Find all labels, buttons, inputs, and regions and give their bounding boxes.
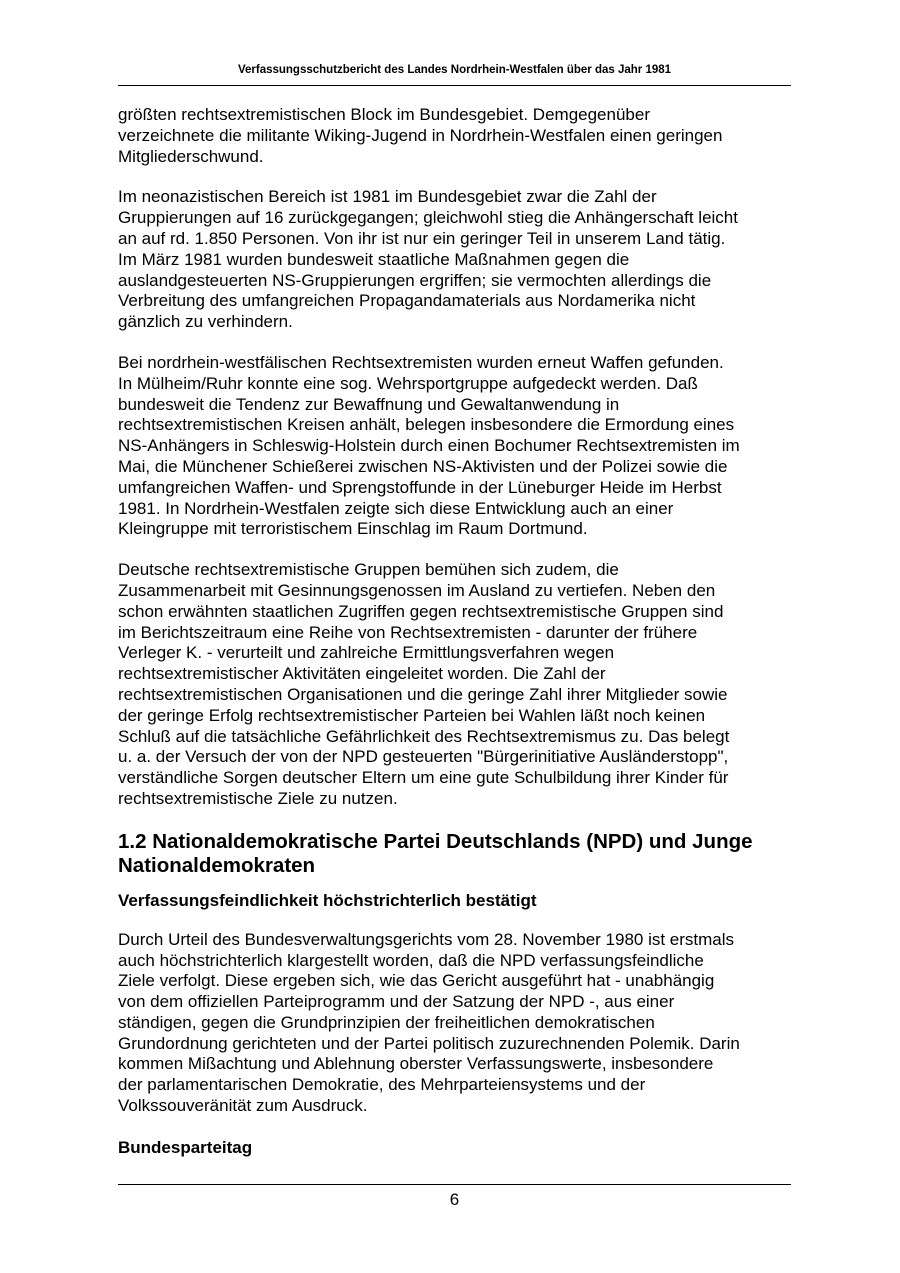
body-paragraph: Deutsche rechtsextremistische Gruppen bemühen sich zudem, die Zusammenarbeit mit Gesinnungsgenossen im Ausland zu vertiefen. Neben den schon erwähnten staatlichen Zugriffen gegen rechtsextremistische Gruppen sind im Berichtszeitraum eine Reihe von Rechtsextremisten - darunter der frühere Verleger K. - verurteilt und zahlreiche Ermittlungsverfahren wegen rechtsextremistischer Aktivitäten eingeleitet worden. Die Zahl der rechtsextremistischen Organisationen und die geringe Zahl ihrer Mitglieder sowie der geringe Erfolg rechtsextremistischer Parteien bei Wahlen läßt noch keinen Schluß auf die tatsächliche Gefährlichkeit des Rechtsextremismus zu. Das belegt u. a. der Versuch der von der NPD gesteuerten "Bürgerinitiative Ausländerstopp", verständliche Sorgen deutscher Eltern um eine gute Schulbildung ihrer Kinder für rechtsextremistische Ziele zu nutzen.	[118, 560, 730, 808]
running-header: Verfassungsschutzbericht des Landes Nordrhein-Westfalen über das Jahr 1981	[237, 64, 672, 76]
section-heading: 1.2 Nationaldemokratische Partei Deutschlands (NPD) und Junge Nationaldemokraten	[118, 829, 753, 877]
body-paragraph: größten rechtsextremistischen Block im Bundesgebiet. Demgegenüber verzeichnete die militante Wiking-Jugend in Nordrhein-Westfalen einen geringen Mitgliederschwund.	[118, 105, 723, 166]
page-number: 6	[449, 1190, 460, 1209]
page-body	[118, 105, 790, 1177]
subheading: Bundesparteitag	[118, 1137, 253, 1157]
header-divider	[118, 85, 791, 86]
body-paragraph: Durch Urteil des Bundesverwaltungsgerichts vom 28. November 1980 ist erstmals auch höchstrichterlich klargestellt worden, daß die NPD verfassungsfeindliche Ziele verfolgt. Diese ergeben sich, wie das Gericht ausgeführt hat - unabhängig von dem offiziellen Parteiprogramm und der Satzung der NPD -, aus einer ständigen, gegen die Grundprinzipien der freiheitlichen demokratischen Grundordnung gerichteten und der Partei politisch zuzurechnenden Polemik. Darin kommen Mißachtung und Ablehnung oberster Verfassungswerte, insbesondere der parlamentarischen Demokratie, des Mehrparteiensystems und der Volkssouveränität zum Ausdruck.	[118, 929, 740, 1116]
body-paragraph: Bei nordrhein-westfälischen Rechtsextremisten wurden erneut Waffen gefunden. In Mülheim/Ruhr konnte eine sog. Wehrsportgruppe aufgedeckt werden. Daß bundesweit die Tendenz zur Bewaffnung und Gewaltanwendung in rechtsextremistischen Kreisen anhält, belegen insbesondere die Ermordung eines NS-Anhängers in Schleswig-Holstein durch einen Bochumer Rechtsextremisten im Mai, die Münchener Schießerei zwischen NS-Aktivisten und der Polizei sowie die umfangreichen Waffen- und Sprengstoffunde in der Lüneburger Heide im Herbst 1981. In Nordrhein-Westfalen zeigte sich diese Entwicklung auch an einer Kleingruppe mit terroristischem Einschlag im Raum Dortmund.	[118, 352, 740, 539]
subheading: Verfassungsfeindlichkeit höchstrichterlich bestätigt	[118, 890, 537, 910]
footer-divider	[118, 1184, 791, 1185]
body-paragraph: Im neonazistischen Bereich ist 1981 im Bundesgebiet zwar die Zahl der Gruppierungen auf 16 zurückgegangen; gleichwohl stieg die Anhängerschaft leicht an auf rd. 1.850 Personen. Von ihr ist nur ein geringer Teil in unserem Land tätig. Im März 1981 wurden bundesweit staatliche Maßnahmen gegen die auslandgesteuerten NS-Gruppierungen ergriffen; sie vermochten allerdings die Verbreitung des umfangreichen Propagandamaterials aus Nordamerika nicht gänzlich zu verhindern.	[118, 187, 738, 332]
